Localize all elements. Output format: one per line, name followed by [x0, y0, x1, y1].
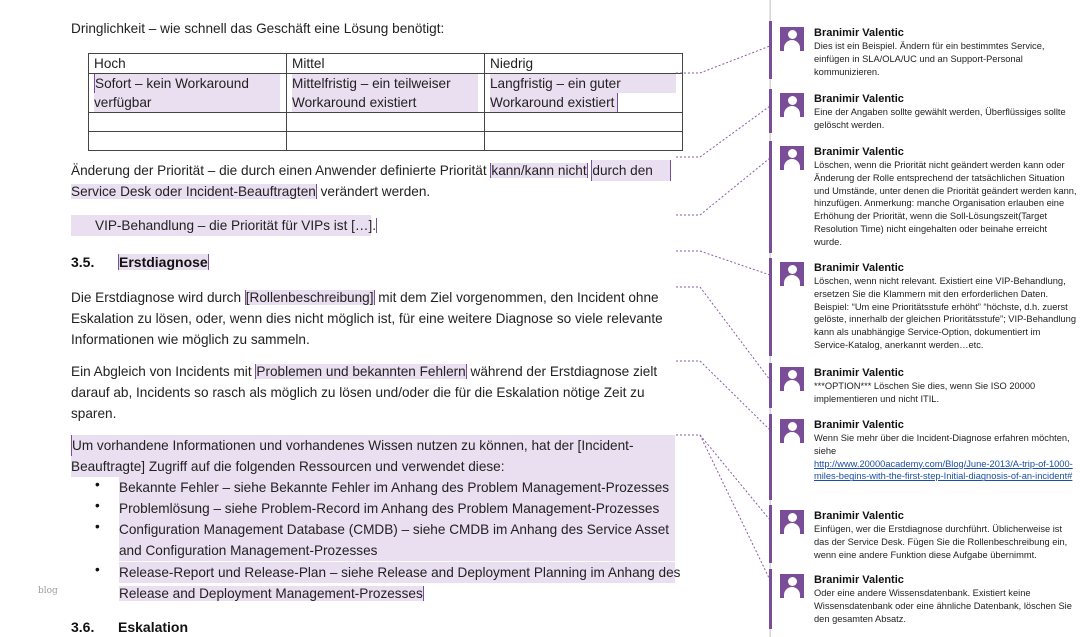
user-avatar-icon [780, 93, 804, 117]
table-empty-cell[interactable] [287, 113, 485, 132]
user-avatar-icon [780, 510, 804, 534]
section-3-6-title[interactable]: Eskalation [118, 619, 189, 635]
comment-text: Einfügen, wer die Erstdiagnose durchführt. Üblicherweise ist das der Service Desk. Fügen Sie die Rollenbeschreibung ein, wenn eine andere Funktion diese Aufgabe übernimmt. [814, 524, 1068, 560]
kann-kann-nicht-comment-anchor[interactable]: kann/kann nicht [491, 163, 587, 178]
user-avatar-icon [780, 367, 804, 391]
table-empty-cell[interactable] [287, 132, 485, 151]
bullet-cmdb-line2[interactable]: and Configuration Management-Prozesses [119, 540, 675, 561]
comment-author: Branimir Valentic [814, 262, 904, 274]
bullet-dot: • [95, 477, 100, 492]
diagnosis-para-line1: Die Erstdiagnose wird durch [Rollenbeschreibung] mit dem Ziel vorgenommen, den Incident ohne [71, 290, 659, 305]
comment-author: Branimir Valentic [814, 146, 904, 158]
comment-bar [769, 414, 772, 500]
comment-text: Oder eine andere Wissensdatenbank. Existiert keine Wissensdatenbank oder eine ähnliche Datenbank, löschen Sie den gesamten Absatz. [814, 588, 1072, 624]
comment-bar [769, 258, 772, 356]
bullet-known-errors[interactable]: Bekannte Fehler – siehe Bekannte Fehler im Anhang des Problem Management-Prozesses [119, 477, 675, 498]
comment-text: Dies ist ein Beispiel. Ändern für ein bestimmtes Service, einfügen in SLA/OLA/UC und an Support-Personal kommunizieren. [814, 41, 1045, 77]
matching-para-line1: Ein Abgleich von Incidents mit Problemen und bekannten Fehlern während der Erstdiagnose zielt [71, 364, 658, 379]
priority-change-line1: Änderung der Priorität – die durch einen Anwender definierte Priorität kann/kann nicht durch den [71, 160, 671, 181]
comment-bar [769, 569, 772, 629]
bullet-release-line1[interactable]: Release-Report und Release-Plan – siehe Release and Deployment Planning im Anhang des [119, 562, 675, 583]
known-errors-anchor[interactable]: Problemen und bekannten Fehlern [256, 364, 466, 379]
academy-link[interactable]: http://www.20000academy.com/Blog/June-2013/A-trip-of-1000-miles-begins-with-the-first-step-Initial-diagnosis-of-an-incident# [814, 458, 1073, 482]
table-empty-cell[interactable] [89, 132, 287, 151]
comment-author: Branimir Valentic [814, 510, 904, 522]
comment-bar [769, 141, 772, 253]
resources-para-line1[interactable]: Um vorhandene Informationen und vorhandenes Wissen nutzen zu können, hat der [Incident- [71, 435, 675, 456]
priority-change-line2: Service Desk oder Incident-Beauftragten verändert werden. [71, 184, 431, 199]
matching-para-line3: sparen. [71, 406, 117, 421]
bullet-cmdb-line1[interactable]: Configuration Management Database (CMDB) – siehe CMDB im Anhang des Service Asset [119, 519, 675, 540]
comment-text: ***OPTION*** Löschen Sie dies, wenn Sie ISO 20000 implementieren und nicht ITIL. [814, 381, 1036, 404]
matching-para-line2: darauf ab, Incidents so rasch als möglich zu lösen und/oder die für die Eskalation nötige Zeit zu [71, 385, 645, 400]
comment-author: Branimir Valentic [814, 419, 904, 431]
section-3-5-heading: 3.5. Erstdiagnose [71, 254, 208, 270]
diagnosis-para-line2: Eskalation zu lösen, oder, wenn dies nicht möglich ist, für eine weitere Diagnose so viele relevante [71, 311, 663, 326]
comment-author: Branimir Valentic [814, 367, 904, 379]
comment-text: Löschen, wenn nicht relevant. Existiert eine VIP-Behandlung, ersetzen Sie die Klammern mit den erforderlichen Daten. Beispiel: “Um eine Prioritätsstufe erhöht” “höchste, d.h. zuerst gelöste, innerhalb der gleichen Prioritätsstufe”; VIP-Behandlung kann als unabhängige Service-Option, dokumentiert im Service-Katalog, anerkannt werden…etc. [814, 276, 1077, 350]
vip-treatment[interactable]: VIP-Behandlung – die Priorität für VIPs ist […]. [71, 215, 371, 236]
table-header-high[interactable]: Hoch [89, 54, 287, 74]
watermark-text: blog [38, 586, 58, 596]
user-avatar-icon [780, 146, 804, 170]
table-empty-cell[interactable] [89, 113, 287, 132]
table-header-low[interactable]: Niedrig [485, 54, 683, 74]
bullet-release-line2[interactable]: Release and Deployment Management-Prozesses [119, 586, 423, 601]
user-avatar-icon [780, 27, 804, 51]
bullet-problem-resolution[interactable]: Problemlösung – siehe Problem-Record im Anhang des Problem Management-Prozesses [119, 498, 675, 519]
resources-para-line2[interactable]: Beauftragte] Zugriff auf die folgenden Ressourcen und verwendet diese: [71, 456, 675, 477]
comment-author: Branimir Valentic [814, 93, 904, 105]
comment-bar [769, 21, 772, 79]
section-3-6-heading: 3.6. Eskalation [71, 619, 189, 635]
table-empty-cell[interactable] [485, 113, 683, 132]
section-3-5-title[interactable]: Erstdiagnose [119, 254, 208, 270]
comment-author: Branimir Valentic [814, 27, 904, 39]
bullet-dot: • [95, 519, 100, 534]
role-description-anchor[interactable]: [Rollenbeschreibung] [245, 290, 374, 305]
user-avatar-icon [780, 419, 804, 443]
user-avatar-icon [780, 262, 804, 286]
urgency-intro: Dringlichkeit – wie schnell das Geschäft eine Lösung benötigt: [71, 21, 445, 36]
comment-text: Löschen, wenn die Priorität nicht geändert werden kann oder Änderung der Rolle entsprechend der tatsächlichen Situation und Umstände, unter denen die Priorität geändert werden kann, hinzufügen. Anmerkung: manche Organisation erlauben eine Erhöhung der Priorität, wenn die Soll-Lösungszeit(Target Resolution Time) nicht eingehalten oder beinahe erreicht wurde. [814, 160, 1077, 247]
table-cell-medium[interactable]: Mittelfristig – ein teilweiser Workaround existiert [287, 74, 485, 113]
table-header-medium[interactable]: Mittel [287, 54, 485, 74]
table-cell-low[interactable]: Langfristig – ein guter Workaround existiert [485, 74, 683, 113]
table-cell-high[interactable]: Sofort – kein Workaround verfügbar [89, 74, 287, 113]
comment-bar [769, 363, 772, 408]
comment-bar [769, 89, 772, 133]
diagnosis-para-line3: Informationen wie möglich zu sammeln. [71, 332, 310, 347]
bullet-dot: • [95, 498, 100, 513]
comment-author: Branimir Valentic [814, 574, 904, 586]
table-empty-cell[interactable] [485, 132, 683, 151]
comment-text: Wenn Sie mehr über die Incident-Diagnose erfahren möchten, siehe http://www.20000academy.com/Blog/June-2013/A-trip-of-1000-miles-begins-with-the-first-step-Initial-diagnosis-of-an-incident# [814, 433, 1073, 482]
comment-bar [769, 505, 772, 563]
user-avatar-icon [780, 574, 804, 598]
comment-text: Eine der Angaben sollte gewählt werden, Überflüssiges sollte gelöscht werden. [814, 107, 1066, 130]
bullet-dot: • [95, 562, 100, 577]
urgency-table [88, 53, 683, 151]
